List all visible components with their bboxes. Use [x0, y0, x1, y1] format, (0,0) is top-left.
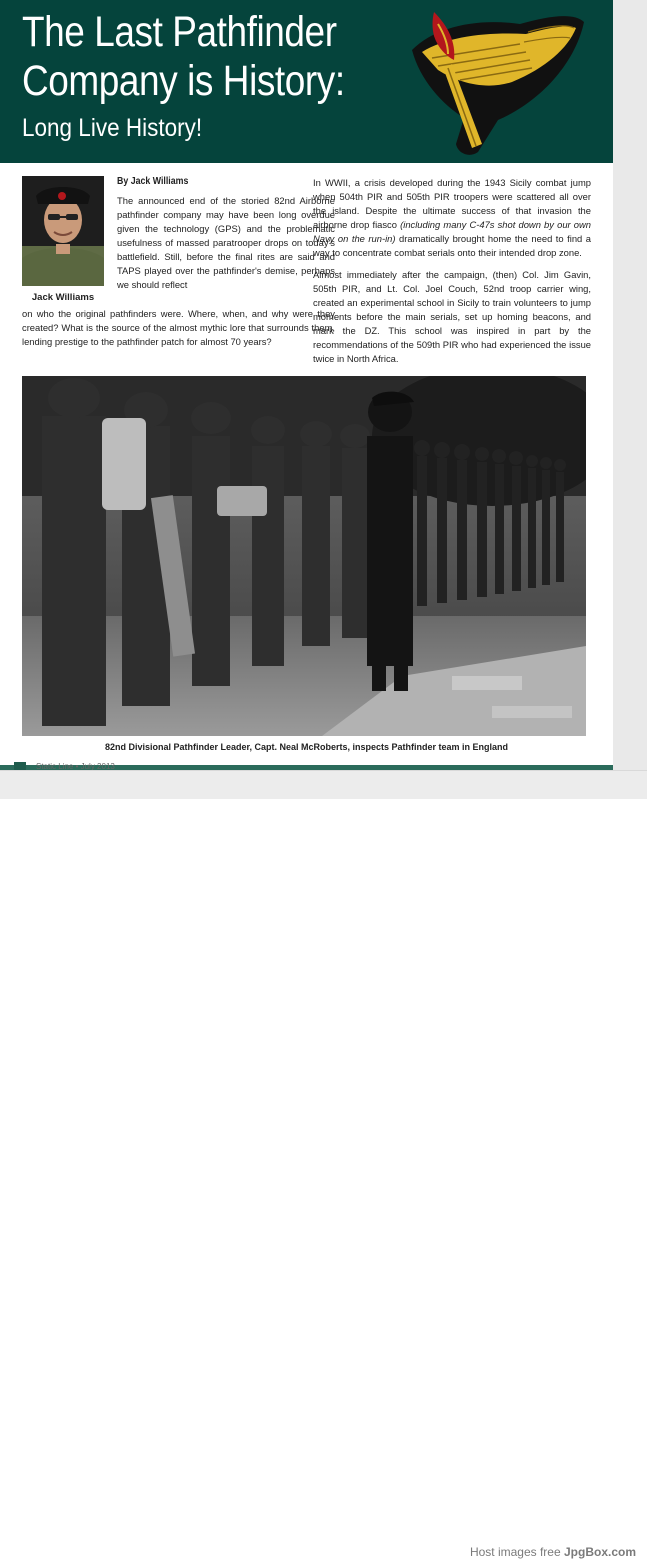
article-paragraph-school: Almost immediately after the campaign, (then) Col. Jim Gavin, 505th PIR, and Lt. Col. Joel Couch, 52nd troop carrier wing, created an experimental school in Sicily to train volunteers to jump moments before the main serials, set up homing beacons, and mark the DZ. This school was inspired in part by the recommendations of the 509th PIR who had experienced the issue twice in North Africa. [313, 269, 591, 364]
article-title [22, 8, 345, 106]
host-watermark-brand: JpgBox.com [563, 1545, 636, 1559]
footer-text: Static Line • July 2013 [36, 762, 115, 770]
host-watermark[interactable]: Host images free JpgBox.com [469, 1545, 636, 1559]
author-photo-caption: Jack Williams [31, 292, 95, 303]
viewer-bottom-bar [0, 770, 647, 1559]
photo-caption: 82nd Divisional Pathfinder Leader, Capt. Neal McRoberts, inspects Pathfinder team in England [104, 742, 509, 752]
article-intro-paragraph: The announced end of the storied 82nd Airborne pathfinder company may have been long overdue given the technology (GPS) and the problematic usefulness of massed paratrooper drops on today's battlefield. Still, before the final rites are said and TAPS played over the pathfinder's demise, perhaps we should reflect [117, 195, 335, 290]
article-right-column [313, 176, 591, 374]
pathfinder-team-inspection-photo [22, 376, 586, 736]
italic-aside: (including many C-47s shot down by our own Navy on the run-in) [313, 219, 592, 244]
article-paragraph-sicily: In WWII, a crisis developed during the 1943 Sicily combat jump when 504th PIR and 505th PIR troopers were scattered all over the island. Despite the ultimate success of that invasion the airborne drop fiasco (including many C-47s shot down by our own Navy on the run-in) dramatically brought home the need to find a way to concentrate combat serials onto their intended drop zone. [313, 177, 592, 258]
article-title-line-2: Company is History: [22, 57, 345, 105]
article-subtitle: Long Live History! [22, 114, 203, 142]
author-portrait [22, 176, 104, 286]
main-photo [22, 376, 586, 736]
byline: By Jack Williams [117, 176, 189, 187]
article-title-line-1: The Last Pathfinder [22, 8, 337, 56]
footer-square-icon [14, 762, 26, 770]
article-intro-paragraph-continued: on who the original pathfinders were. Where, when, and why were they created? What is the source of the almost mythic lore that surrounds them, lending prestige to the pathfinder patch for almost 70 years? [22, 308, 335, 347]
pathfinder-patch-icon [408, 8, 588, 158]
author-photo [22, 176, 104, 286]
viewer-side-gutter [613, 0, 647, 770]
magazine-page [0, 0, 613, 770]
article-header [0, 0, 613, 163]
